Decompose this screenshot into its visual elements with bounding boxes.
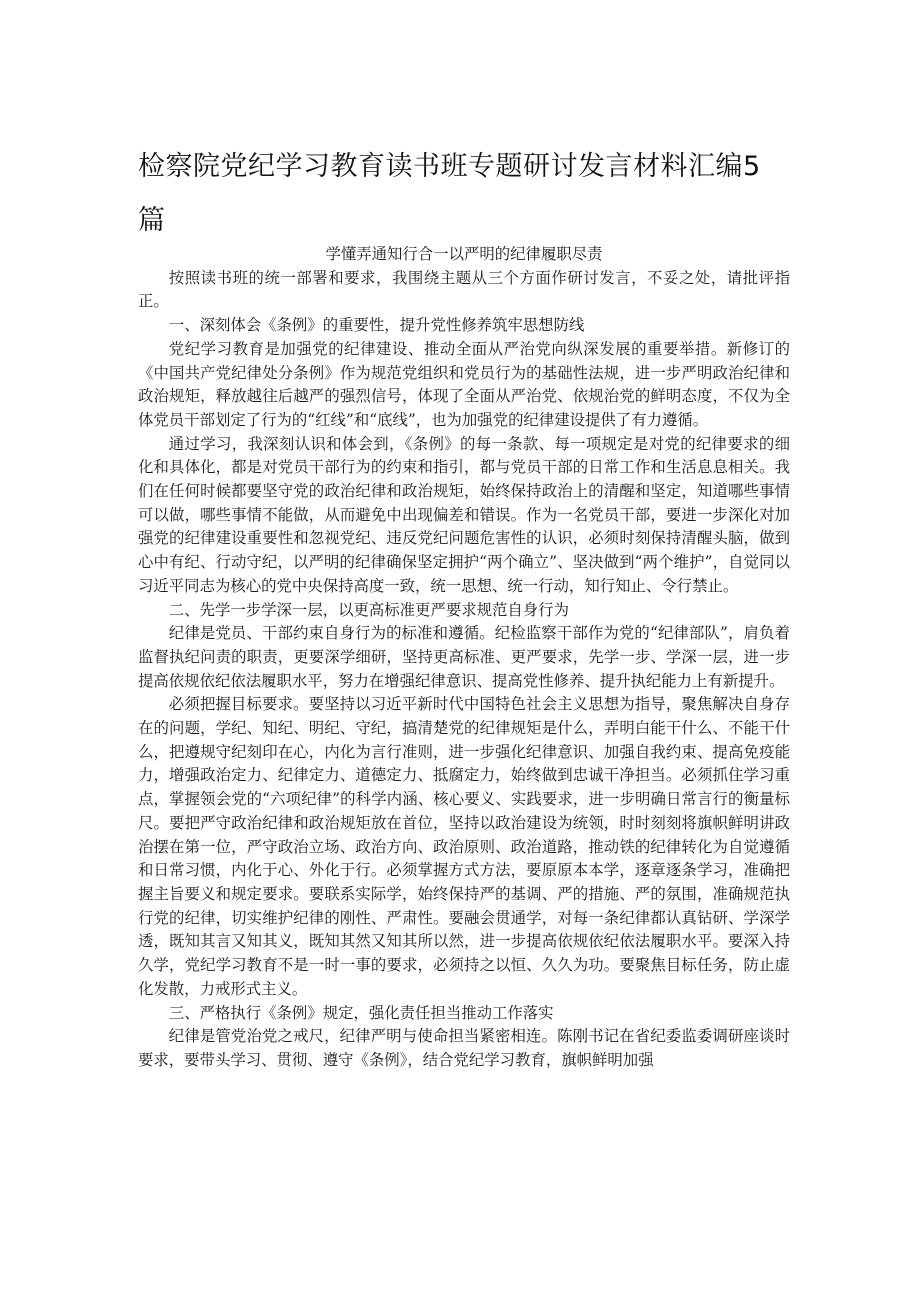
body-paragraph: 党纪学习教育是加强党的纪律建设、推动全面从严治党向纵深发展的重要举措。新修订的《中国共产党纪律处分条例》作为规范党组织和党员行为的基础性法规，进一步严明政治纪律和政治规矩，释放越往后越严的强烈信号，体现了全面从严治党、依规治党的鲜明态度，不仅为全体党员干部划定了行为的“红线”和“底线”，也为加强党的纪律建设提供了有力遵循。 [138,339,790,429]
body-paragraph: 必须把握目标要求。要坚持以习近平新时代中国特色社会主义思想为指导，聚焦解决自身存在的问题，学纪、知纪、明纪、守纪，搞清楚党的纪律规矩是什么，弄明白能干什么、不能干什么，把遵规守纪刻印在心，内化为言行准则，进一步强化纪律意识、加强自我约束、提高免疫能力，增强政治定力、纪律定力、道德定力、抵腐定力，始终做到忠诚干净担当。必须抓住学习重点，掌握领会党的“六项纪律”的科学内涵、核心要义、实践要求，进一步明确日常言行的衡量标尺。要把严守政治纪律和政治规矩放在首位，坚持以政治建设为统领，时时刻刻将旗帜鲜明讲政治摆在第一位，严守政治立场、政治方向、政治原则、政治道路，推动铁的纪律转化为自觉遵循和日常习惯，内化于心、外化于行。必须掌握方式方法，要原原本本学，逐章逐条学习，准确把握主旨要义和规定要求。要联系实际学，始终保持严的基调、严的措施、严的氛围，准确规范执行党的纪律，切实维护纪律的刚性、严肃性。要融会贯通学，对每一条纪律都认真钻研、学深学透，既知其言又知其义，既知其然又知其所以然，进一步提高依规依纪依法履职水平。要深入持久学，党纪学习教育不是一时一事的要求，必须持之以恒、久久为功。要聚焦目标任务，防止虚化发散，力戒形式主义。 [138,695,790,998]
document-subtitle: 学懂弄通知行合一以严明的纪律履职尽责 [325,245,603,263]
section-heading-2: 二、先学一步学深一层，以更高标准更严要求规范自身行为 [168,600,569,619]
body-paragraph: 纪律是管党治党之戒尺，纪律严明与使命担当紧密相连。陈刚书记在省纪委监委调研座谈时要求，要带头学习、贯彻、遵守《条例》，结合党纪学习教育，旗帜鲜明加强 [138,1027,790,1069]
section-heading-1: 一、深刻体会《条例》的重要性，提升党性修养筑牢思想防线 [168,316,585,335]
intro-paragraph: 按照读书班的统一部署和要求，我围绕主题从三个方面作研讨发言，不妥之处，请批评指正。 [138,268,790,311]
body-paragraph: 通过学习，我深刻认识和体会到，《条例》的每一条款、每一项规定是对党的纪律要求的细化和具体化，都是对党员干部行为的约束和指引，都与党员干部的日常工作和生活息息相关。我们在任何时候都要坚守党的政治纪律和政治规矩，始终保持政治上的清醒和坚定，知道哪些事情可以做，哪些事情不能做，从而避免中出现偏差和错误。作为一名党员干部，要进一步深化对加强党的纪律建设重要性和忽视党纪、违反党纪问题危害性的认识，必须时刻保持清醒头脑，做到心中有纪、行动守纪，以严明的纪律确保坚定拥护“两个确立”、坚决做到“两个维护”，自觉同以习近平同志为核心的党中央保持高度一致，统一思想、统一行动，知行知止、令行禁止。 [138,434,790,595]
document-title: 检察院党纪学习教育读书班专题研讨发言材料汇编5篇 [138,151,761,236]
section-heading-3: 三、严格执行《条例》规定，强化责任担当推动工作落实 [168,1003,554,1022]
document-body [138,243,790,1073]
body-paragraph: 纪律是党员、干部约束自身行为的标准和遵循。纪检监察干部作为党的“纪律部队”，肩负着监督执纪问责的职责，更要深学细研，坚持更高标准、更严要求，先学一步、学深一层，进一步提高依规依纪依法履职水平，努力在增强纪律意识、提高党性修养、提升执纪能力上有新提升。 [138,624,790,690]
